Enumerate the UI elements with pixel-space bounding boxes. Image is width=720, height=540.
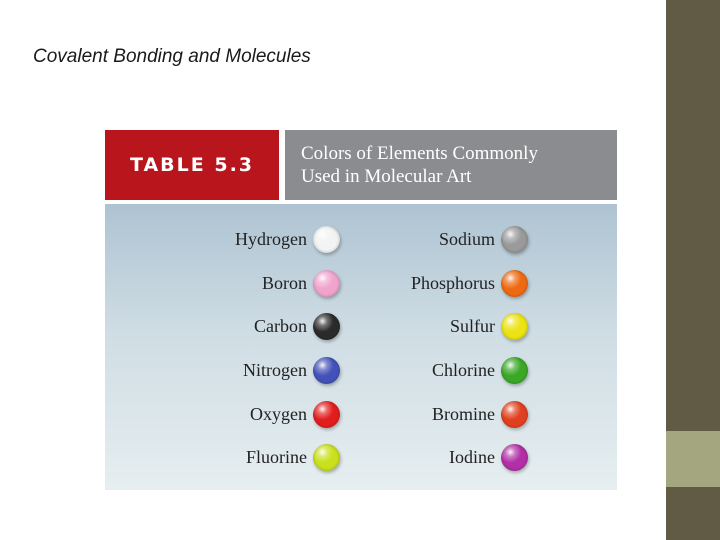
slide-title: Covalent Bonding and Molecules <box>33 46 311 67</box>
element-name: Phosphorus <box>410 272 495 293</box>
element-name: Fluorine <box>246 447 307 468</box>
element-color-sphere <box>501 226 528 253</box>
element-color-sphere <box>501 401 528 428</box>
element-row <box>105 436 340 480</box>
element-color-sphere <box>313 226 340 253</box>
element-name: Boron <box>262 272 307 293</box>
right-column <box>340 218 528 480</box>
element-color-sphere <box>501 444 528 471</box>
element-row <box>340 305 528 349</box>
element-name: Chlorine <box>432 360 495 381</box>
table-caption <box>285 130 617 200</box>
element-row <box>105 305 340 349</box>
table-body <box>105 204 617 490</box>
table-caption-line-2: Used in Molecular Art <box>301 166 472 187</box>
element-row <box>340 262 528 306</box>
element-name: Hydrogen <box>235 229 307 250</box>
element-name: Sodium <box>438 229 495 250</box>
element-name: Nitrogen <box>243 360 307 381</box>
element-name: Oxygen <box>250 403 307 424</box>
side-bar-accent <box>666 431 720 487</box>
element-name: Carbon <box>254 316 307 337</box>
element-name: Iodine <box>449 447 495 468</box>
element-color-sphere <box>313 401 340 428</box>
element-row <box>340 436 528 480</box>
element-color-sphere <box>313 313 340 340</box>
table-caption-line-1: Colors of Elements Commonly <box>301 143 538 164</box>
element-row <box>340 349 528 393</box>
element-row <box>105 392 340 436</box>
element-row <box>105 218 340 262</box>
element-name: Sulfur <box>450 316 495 337</box>
element-color-sphere <box>501 270 528 297</box>
table-label: TABLE 5.3 <box>105 130 279 200</box>
element-color-sphere <box>313 270 340 297</box>
element-color-sphere <box>501 313 528 340</box>
element-color-table <box>105 130 617 490</box>
element-name: Bromine <box>432 403 495 424</box>
left-column <box>105 218 340 480</box>
element-color-sphere <box>501 357 528 384</box>
element-color-sphere <box>313 444 340 471</box>
element-row <box>340 392 528 436</box>
element-row <box>340 218 528 262</box>
element-color-sphere <box>313 357 340 384</box>
element-row <box>105 349 340 393</box>
element-row <box>105 262 340 306</box>
